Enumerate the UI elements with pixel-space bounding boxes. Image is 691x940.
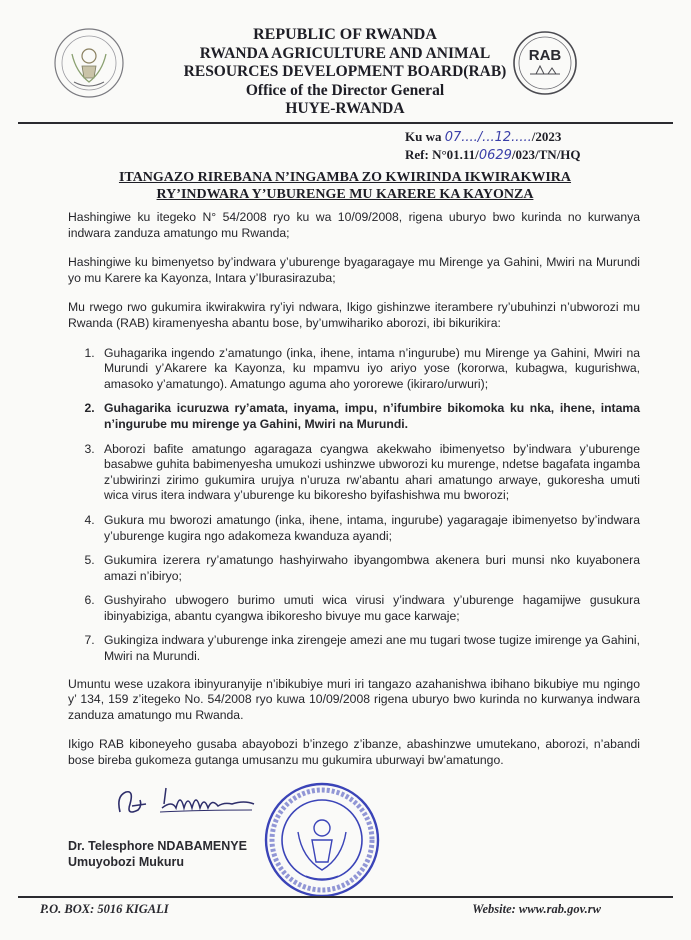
official-stamp <box>262 780 382 900</box>
title-line2: RY’INDWARA Y’UBURENGE MU KARERE KA KAYONZA <box>156 187 534 202</box>
footer-pobox: P.O. BOX: 5016 KIGALI <box>40 902 169 916</box>
footer-rule <box>18 896 673 898</box>
list-item: 3. Aborozi bafite amatungo agaragaza cyangwa akekwaho ibimenyetso by’indwara y’uburenge basabwe guhita babimenyesha umukozi ushinzwe ubworozi ku murenge, ndetse bagafata ingamba z’ubwirinzi zirimo gukumira urujya n’uruza rw’abantu ahari amatungo arwaye, gukoresha umuti wica virus itera indwara y’uburenge ku bikoresho byifashishwa mu bworozi; <box>98 442 640 504</box>
office-location: HUYE-RWANDA <box>285 100 405 117</box>
signatory <box>68 838 247 870</box>
ref-suffix: /023/TN/HQ <box>511 147 581 162</box>
rwanda-coat-of-arms-seal <box>52 26 126 100</box>
agency-name-line2: RESOURCES DEVELOPMENT BOARD(RAB) <box>183 63 507 80</box>
signatory-name: Dr. Telesphore NDABAMENYE <box>68 839 247 853</box>
date-year: /2023 <box>531 129 562 144</box>
handwritten-date: 07..../...12..... <box>444 130 532 145</box>
closing-paragraph: Ikigo RAB kiboneyeho gusaba abayobozi b’inzego z’ibanze, abashinzwe umutekano, aborozi, n’abandi bose bireba gukomeza gutanga umusanzu mu gukumira uburwayi bw’amatungo. <box>68 737 640 768</box>
title-line1: ITANGAZO RIREBANA N’INGAMBA ZO KWIRINDA IKWIRAKWIRA <box>118 170 572 185</box>
list-item: 1. Guhagarika ingendo z’amatungo (inka, ihene, intama n’ingurube) mu Mirenge ya Gahini, Mwiri na Murundi y’Akarere ka Kayonza, ku mpamvu iyo ariyo yose (kororwa, kubagwa, kugurishwa, amasoko y’amatungo). Amatungo aguma aho yororewe (ikiraro/urwuri); <box>98 346 640 393</box>
paragraph: Hashingiwe ku bimenyetso by’indwara y’uburenge byagaragaye mu Mirenge ya Gahini, Mwiri na Murundi yo mu Karere ka Kayonza, Intara y’Iburasirazuba; <box>68 255 640 285</box>
dateline <box>405 128 581 164</box>
measures-list <box>68 346 640 665</box>
footer-website: Website: www.rab.gov.rw <box>472 902 601 916</box>
date-prefix: Ku wa <box>405 129 442 144</box>
closing-paragraph: Umuntu wese uzakora ibinyuranyije n’ibikubiye muri iri tangazo azahanishwa ibihano bikubiye mu ngingo y’ 134, 159 z’itegeko No. 54/2008 ryo kuwa 10/09/2008 rigena uburyo bwo kurinda no kurwanya indwara zanduza amatungo mu Rwanda. <box>68 676 640 722</box>
header-rule <box>18 122 673 124</box>
rab-logo-text: RAB <box>528 47 562 64</box>
list-item: 7. Gukingiza indwara y’uburenge inka zirengeje amezi ane mu tugari twose tugize imirenge ya Gahini, Mwiri na Murundi. <box>98 633 640 664</box>
list-item: 6. Gushyiraho ubwogero burimo umuti wica virusi y’indwara y’uburenge hagamijwe gusukura ibinyabiziga, abantu cyangwa ibikoresho bivuye mu gace karwaje; <box>98 593 640 624</box>
handwritten-ref-number: 0629 <box>478 148 512 163</box>
ref-prefix: Ref: N°01.11/ <box>405 147 479 162</box>
list-item: 4. Gukura mu bworozi amatungo (inka, ihene, intama, ingurube) yagaragaje ibimenyetso by’indwara y’uburenge kugira ngo adakomeza kwanduza ayandi; <box>98 513 640 544</box>
office-name: Office of the Director General <box>245 81 445 99</box>
list-item: 2. Guhagarika icuruzwa ry’amata, inyama, impu, n’ifumbire bikomoka ku nka, ihene, intama n’ingurube mu mirenge ya Gahini, Mwiri na Murundi. <box>98 401 640 432</box>
paragraph: Mu rwego rwo gukumira ikwirakwira ry’iyi ndwara, Ikigo gishinzwe iterambere ry’ubuhinzi n’ubworozi mu Rwanda (RAB) kiramenyesha abantu bose, by’umwihariko aborozi, ibi bikurikira: <box>68 300 640 330</box>
handwritten-signature <box>112 782 262 830</box>
agency-name-line1: RWANDA AGRICULTURE AND ANIMAL <box>199 44 491 62</box>
notice-body <box>68 210 640 783</box>
paragraph: Hashingiwe ku itegeko N° 54/2008 ryo ku wa 10/09/2008, rigena uburyo bwo kurinda no kurwanya indwara zanduza amatungo mu Rwanda; <box>68 210 640 240</box>
letterhead <box>150 26 540 119</box>
reference-line <box>405 146 581 164</box>
rab-logo <box>512 30 578 96</box>
list-item: 5. Gukumira izerera ry’amatungo hashyirwaho ibyangombwa akenera buri munsi nko kuyabonera amazi n’ibiryo; <box>98 553 640 584</box>
signatory-role: Umuyobozi Mukuru <box>68 855 184 869</box>
notice-title <box>60 169 630 203</box>
country-name: REPUBLIC OF RWANDA <box>253 26 437 43</box>
date-line <box>405 128 581 146</box>
